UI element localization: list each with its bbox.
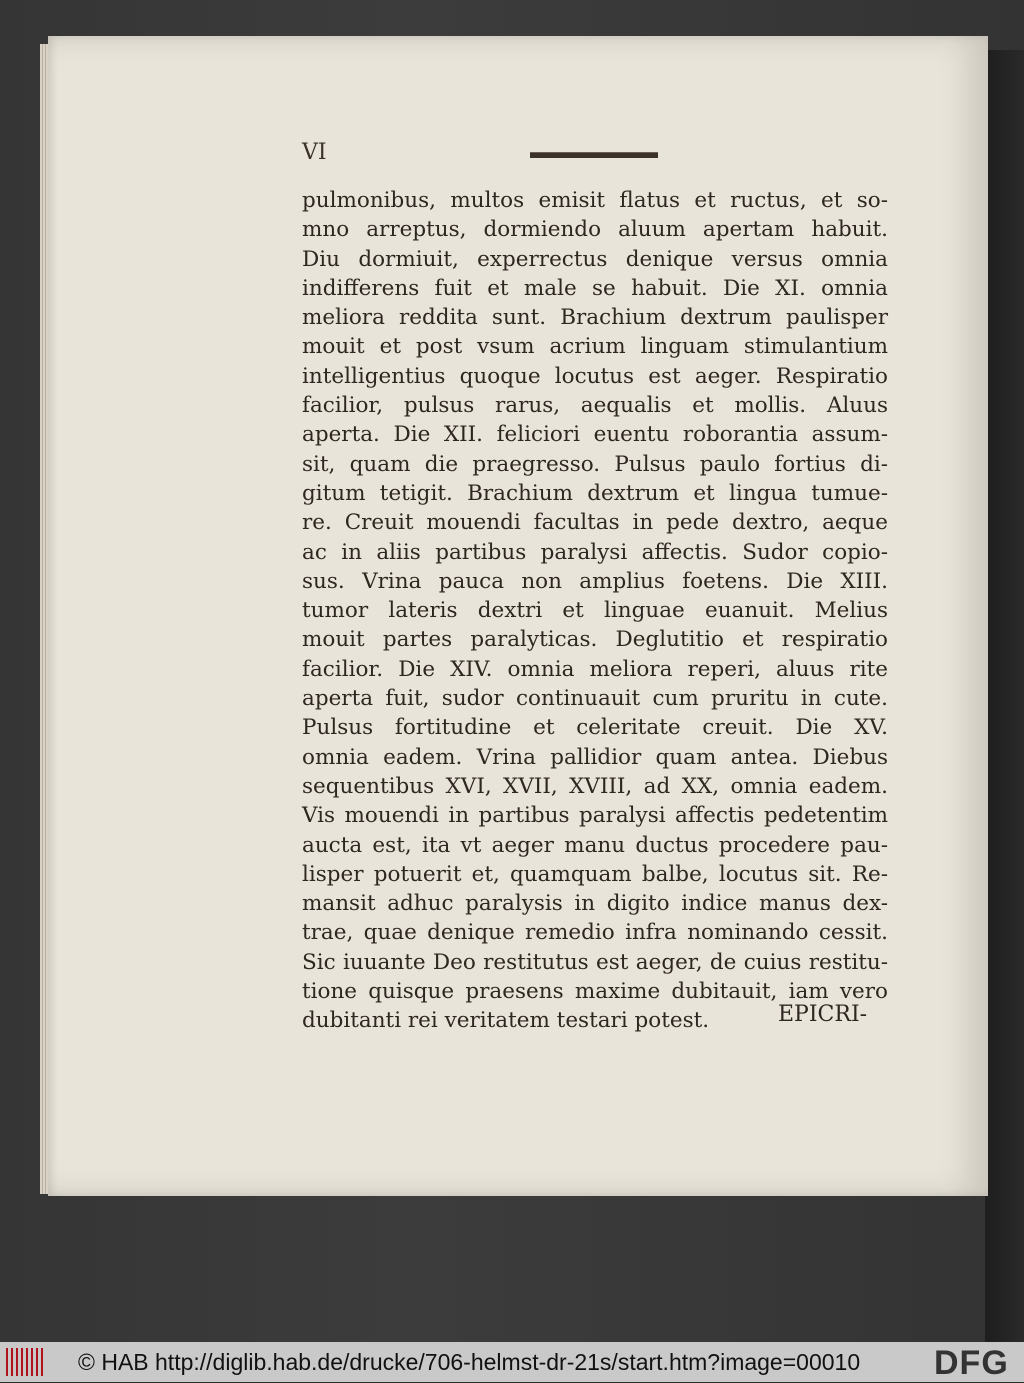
body-text <box>302 186 888 1036</box>
text-line: indifferens fuit et male se habuit. Die XI. omnia <box>302 275 888 301</box>
text-line: trae, quae denique remedio infra nominando cessit. <box>302 920 888 946</box>
text-line: tumor lateris dextri et linguae euanuit. Melius <box>302 598 888 624</box>
text-line: aperta. Die XII. feliciori euentu roborantia assum- <box>302 422 888 448</box>
text-line: Vis mouendi in partibus paralysi affectis pedetentim <box>302 803 888 829</box>
catchword: EPICRI- <box>778 1002 868 1027</box>
text-line: Diu dormiuit, experrectus denique versus omnia <box>302 246 888 272</box>
text-line: sequentibus XVI, XVII, XVIII, ad XX, omnia eadem. <box>302 773 888 799</box>
text-line: omnia eadem. Vrina pallidior quam antea. Diebus <box>302 744 888 770</box>
dfg-logo: DFG <box>934 1344 1009 1382</box>
text-line: mno arreptus, dormiendo aluum apertam habuit. <box>302 217 888 243</box>
text-line: sus. Vrina pauca non amplius foetens. Die XIII. <box>302 568 888 594</box>
text-line: aperta fuit, sudor continuauit cum pruritu in cute. <box>302 686 888 712</box>
text-line: lisper potuerit et, quamquam balbe, locutus sit. Re- <box>302 861 888 887</box>
text-line: pulmonibus, multos emisit flatus et ructus, et so- <box>302 188 888 213</box>
text-line: facilior. Die XIV. omnia meliora reperi, aluus rite <box>302 656 888 682</box>
text-line: mouit partes paralyticas. Deglutitio et respiratio <box>302 627 888 653</box>
text-line: sit, quam die praegresso. Pulsus paulo fortius di- <box>302 451 888 477</box>
hab-logo-icon <box>6 1348 46 1376</box>
text-line: tione quisque praesens maxime dubitauit, iam vero <box>302 979 888 1005</box>
text-line: Sic iuuante Deo restitutus est aeger, de cuius restitu- <box>302 949 888 975</box>
text-line: aucta est, ita vt aeger manu ductus procedere pau- <box>302 832 888 858</box>
facing-page-edge <box>985 50 1024 1342</box>
text-line: mouit et post vsum acrium linguam stimulantium <box>302 334 888 360</box>
text-line: meliora reddita sunt. Brachium dextrum paulisper <box>302 305 888 331</box>
page-number: VI <box>302 140 327 165</box>
text-line: dubitanti rei veritatem testari potest. <box>302 1008 710 1034</box>
footer-bar <box>0 1342 1024 1382</box>
text-line: mansit adhuc paralysis in digito indice manus dex- <box>302 891 888 917</box>
text-line: gitum tetigit. Brachium dextrum et lingua tumue- <box>302 480 888 506</box>
text-line: Pulsus fortitudine et celeritate creuit. Die XV. <box>302 715 888 741</box>
copyright-link[interactable]: © HAB http://diglib.hab.de/drucke/706-helmst-dr-21s/start.htm?image=00010 <box>78 1349 861 1375</box>
header-ornament-rule <box>530 152 658 158</box>
text-line: intelligentius quoque locutus est aeger. Respiratio <box>302 363 888 389</box>
text-line: re. Creuit mouendi facultas in pede dextro, aeque <box>302 510 888 536</box>
text-line: ac in aliis partibus paralysi affectis. Sudor copio- <box>302 539 888 565</box>
text-line: facilior, pulsus rarus, aequalis et mollis. Aluus <box>302 393 888 419</box>
page-stack-edge <box>40 44 48 1194</box>
